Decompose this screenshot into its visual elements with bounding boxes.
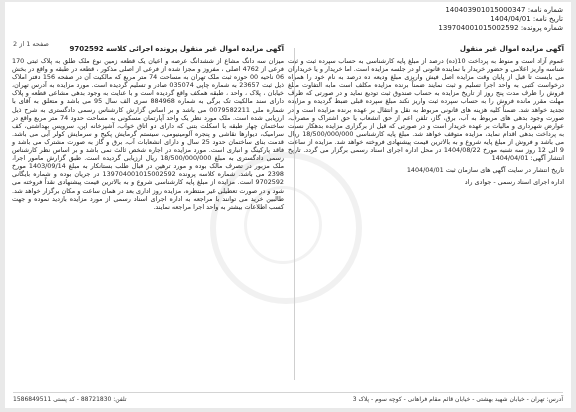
header-value: 1404/04/01	[490, 15, 531, 23]
right-column-title: آگهی مزایده اموال غیر منقول	[459, 45, 564, 53]
document-page	[5, 2, 571, 408]
publication-date-line: تاریخ انتشار در سایت آگهی های سازمان ثبت 1404/04/01	[406, 166, 564, 175]
column-divider	[294, 48, 295, 380]
left-column	[12, 42, 284, 211]
footer-address: آدرس: تهران - خیابان شهید بهشتی - خیابان قائم مقام فراهانی - کوچه سوم - پلاک 3	[352, 396, 563, 403]
right-column-body: عموم آزاد است و منوط به پرداخت 10(ده) درصد از مبلغ پایه کارشناسی به حساب سپرده ثبت و ثبت شناسه واریز اعلامی و حضور خریدار با نماینده قانونی او در جلسه مزایده است. اما خریدار و یا خریداران می بایست تا قبل از پایان وقت مزایده اصل فیش واریزی مبلغ ودیعه ده درصد به نام خود را همراه درخواست کتبی به واحد اجرا تسلیم و ثبت نمایند ضمناً برنده مزایده مکلف است مابه التفاوت مبلغ فروش را ظرف مدت پنج روز از تاریخ مزایده به حساب صندوق ثبت تودیع نماید و در صورتی که ظرف مهلت مقرر مانده فروش را به حساب سپرده ثبت واریز نکند مبلغ سپرده قبلی ضبط گردیده و مزایده تجدید خواهد شد. ضمناً کلیه هزینه های قانونی مربوط به نقل و انتقال بر عهده برنده مزایده است و در صورت وجود بدهی های مربوط به آب، برق، گاز، تلفن اعم از حق انشعاب یا حق اشتراک و مصرف، عوارض شهرداری و مالیات بر عهده خریدار است و در صورتی که قبل از برگزاری مزایده بدهکار نسبت به پرداخت بدهی اقدام نماید، مزایده متوقف خواهد شد. مبلغ پایه کارشناسی 18/500/000/000 ریال می باشد و فروش از مبلغ پایه شروع و به بالاترین قیمت پیشنهادی فروخته خواهد شد. مزایده از ساعت 9 الی 12 روز سه شنبه مورخ 1404/08/22 در محل اداره اجرای اسناد رسمی برگزار می گردد. تاریخ انتشار آگهی: 1404/04/01	[288, 57, 564, 163]
right-column	[288, 42, 564, 186]
header-row-letter-number	[438, 6, 563, 15]
signature-line: اداره اجرای اسناد رسمی - جوادی راد	[464, 178, 564, 187]
header-label: تاریخ نامه:	[532, 15, 563, 23]
footer-contact: تلفن: 88721830 - کد پستی 1586849511	[13, 396, 127, 403]
header-value: 139704001015002592	[438, 24, 519, 32]
letter-header	[438, 6, 563, 33]
left-column-body: میزان سه دانگ مشاع از ششدانگ عرصه و اعیان یک قطعه زمین نوع ملک طلق به پلاک ثبتی 170 فرعی از 4762 اصلی ، مفروز و مجزا شده از فرعی از اصلی مذکور ، قطعه در طبقه و واقع در بخش 06 ناحیه 00 حوزه ثبت ملک تهران به مساحت 74 متر مربع که مالکیت آن در صفحه 156 دفتر املاک ذیل ثبت 23657 به شماره چاپی 035074 صادر و تسلیم گردیده است. مورد مزایده به آدرس تهران، خیابان ، پلاک ، واحد ، طبقه همکف واقع گردیده است و با عنایت به وجود بدهی مشاعی قطعه و پلاک دارای سند مالکیت تک برگی به شماره 884968 سری الف سال 95 می باشد و متعلق به آقای با شماره ملی 0079582211 می باشد و بر اساس گزارش کارشناس رسمی دادگستری به شرح ذیل ارزیابی شده است. ملک مورد نظر یک واحد آپارتمان مسکونی به مساحت حدود 74 متر مربع واقع در ساختمان چهار طبقه با اسکلت بتنی که دارای دو اتاق خواب، آشپزخانه اپن، سرویس بهداشتی، کف سرامیک، دیوارها نقاشی و پنجره آلومینیومی، سیستم گرمایش پکیج و سرمایش کولر آبی می باشد. قدمت بنای ساختمان حدود 25 سال و دارای انشعابات آب، برق و گاز به صورت مشترک می باشد و فاقد پارکینگ و انباری است. مورد مزایده در اجاره شخص ثالث نمی باشد و بر اساس نظر کارشناس رسمی دادگستری به مبلغ 18/500/000/000 ریال ارزیابی گردیده است. طبق گزارش مامور اجرا، ملک مزبور در تصرف مالک بوده و مورد ترهین در قبال طلب بستانکار به مبلغ 1403/09/14 مورخ 2398 می باشد. شماره کلاسه پرونده 139704001015002592 در جریان بوده و شماره بایگانی 9702592 است. مزایده از مبلغ پایه کارشناسی شروع و به بالاترین قیمت پیشنهادی نقداً فروخته می شود و در صورت تعطیلی غیر منتظره، مزایده روز اداری بعد در همان ساعت و مکان برگزار خواهد شد. طالبین خرید می توانند با مراجعه به اداره اجرای اسناد رسمی از مورد مزایده بازدید نموده و جهت کسب اطلاعات بیشتر به واحد اجرا مراجعه نمایند.	[12, 57, 285, 211]
header-row-case-number	[438, 24, 563, 33]
footer-address-bar	[13, 392, 563, 404]
left-column-title: آگهی مزایده اموال غیر منقول پرونده اجرائی کلاسه 9702592	[69, 45, 284, 53]
header-row-letter-date	[438, 15, 563, 24]
page-number: صفحه 1 از 2	[13, 40, 49, 48]
header-label: شماره پرونده:	[520, 24, 563, 32]
header-label: شماره نامه:	[527, 6, 563, 14]
header-value: 140403901015000347	[445, 6, 526, 14]
